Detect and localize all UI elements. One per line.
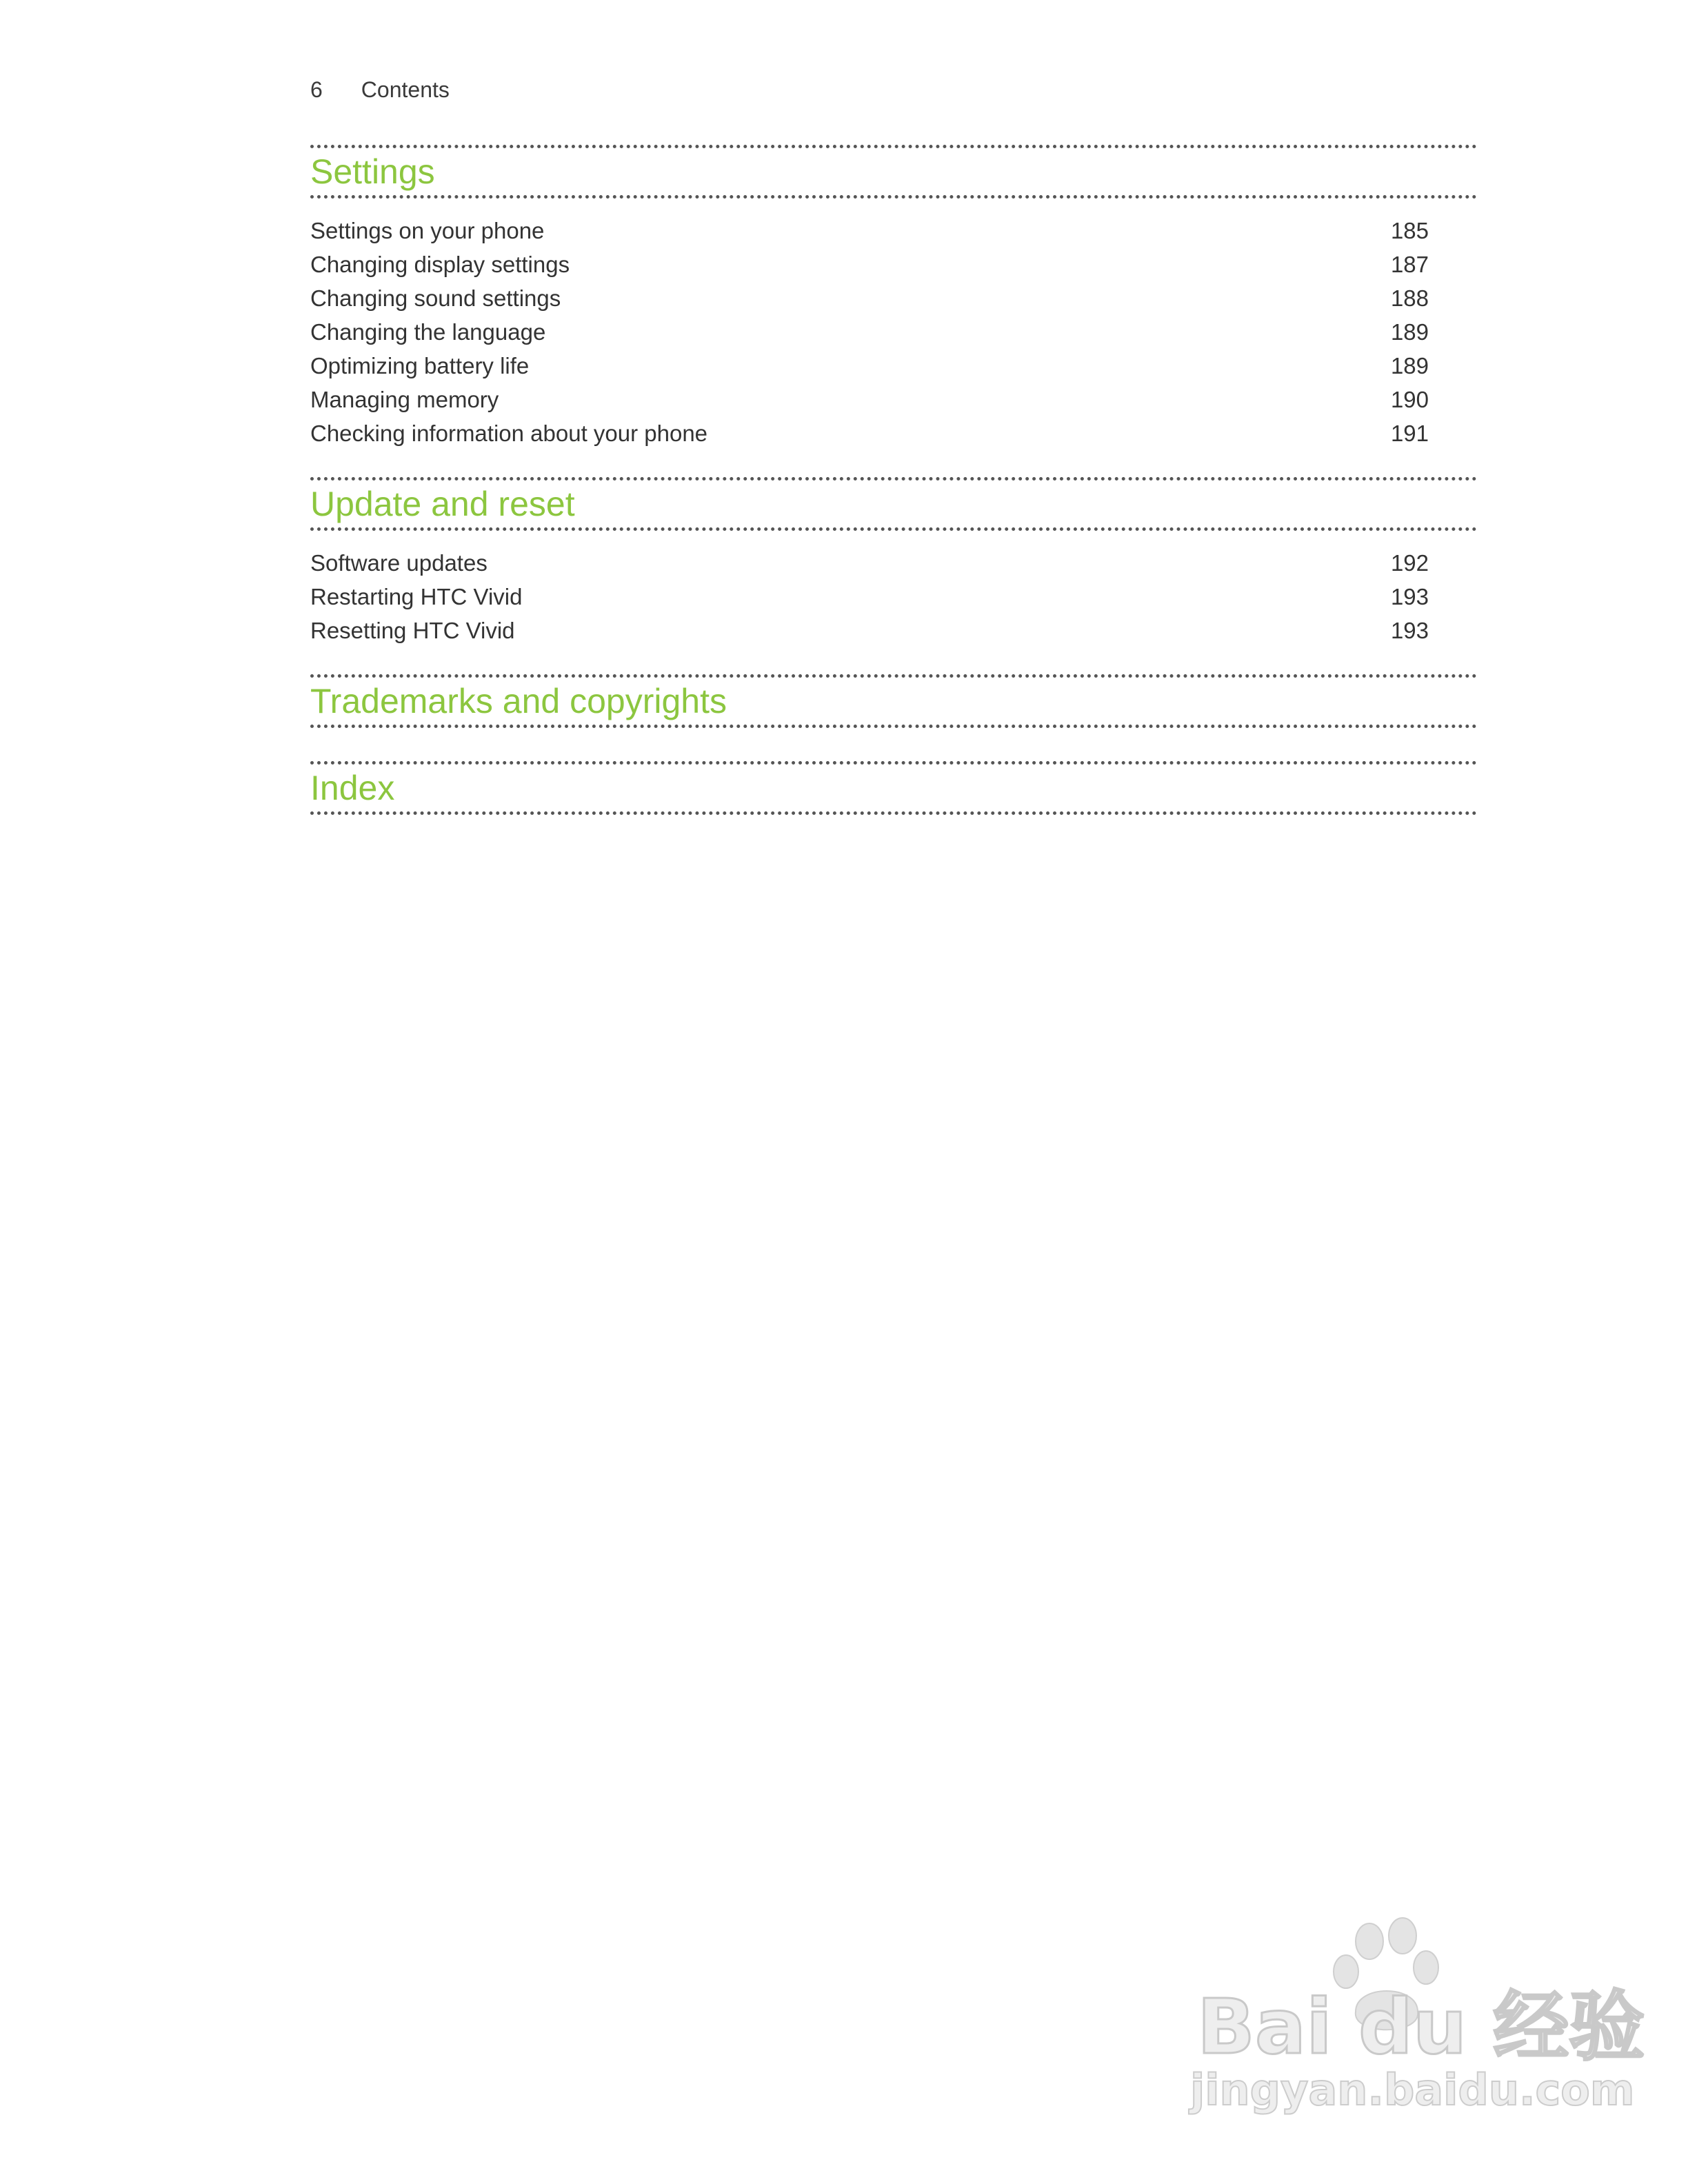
toc-entry[interactable] [310,281,1429,315]
dotted-divider [310,725,1477,728]
watermark-url: jingyan.baidu.com [1190,2065,1635,2115]
page-header-title: Contents [361,77,450,102]
toc-entry-label: Changing display settings [310,252,570,277]
toc-entry-page: 185 [1390,218,1429,243]
section-title[interactable]: Trademarks and copyrights [310,682,727,720]
baidu-watermark-logo [1183,1908,1645,2115]
page-number: 6 [310,77,323,102]
toc-entry-page: 193 [1390,618,1429,643]
toc-entry[interactable] [310,416,1429,450]
toc-entry[interactable] [310,580,1429,614]
toc-entry[interactable] [310,614,1429,647]
toc-section-settings [310,145,1477,450]
toc-entry-page: 187 [1390,252,1429,277]
toc-entry-label: Changing the language [310,319,546,345]
toc-entry[interactable] [310,383,1429,416]
section-title[interactable]: Index [310,769,395,807]
toc-entry-page: 189 [1390,353,1429,378]
toc-section-trademarks [310,674,1477,728]
toc-entry-page: 193 [1390,584,1429,609]
toc-entry[interactable] [310,349,1429,383]
watermark-brand: Bai du 经验 [1197,1983,1645,2071]
toc-entry-page: 190 [1390,387,1429,412]
toc-entry-page: 188 [1390,285,1429,311]
toc-entry-label: Resetting HTC Vivid [310,618,515,643]
page-header [310,77,450,103]
toc-section-update-and-reset [310,477,1477,647]
toc-entry-label: Settings on your phone [310,218,545,243]
toc-entry-page: 189 [1390,319,1429,345]
toc-entry-label: Checking information about your phone [310,421,708,446]
toc-entry-label: Changing sound settings [310,285,561,311]
toc-section-index [310,761,1477,815]
toc-entry[interactable] [310,546,1429,580]
dotted-divider [310,811,1477,815]
toc-entry[interactable] [310,315,1429,349]
toc-entry[interactable] [310,247,1429,281]
dotted-divider [310,527,1477,531]
dotted-divider [310,195,1477,199]
toc-entry-page: 191 [1390,421,1429,446]
toc-entry-page: 192 [1390,550,1429,576]
toc-entry[interactable] [310,214,1429,247]
toc-entry-label: Optimizing battery life [310,353,530,378]
toc-entry-label: Software updates [310,550,488,576]
toc-entry-label: Restarting HTC Vivid [310,584,523,609]
section-title[interactable]: Update and reset [310,485,575,523]
section-title[interactable]: Settings [310,152,435,191]
toc-entry-label: Managing memory [310,387,499,412]
